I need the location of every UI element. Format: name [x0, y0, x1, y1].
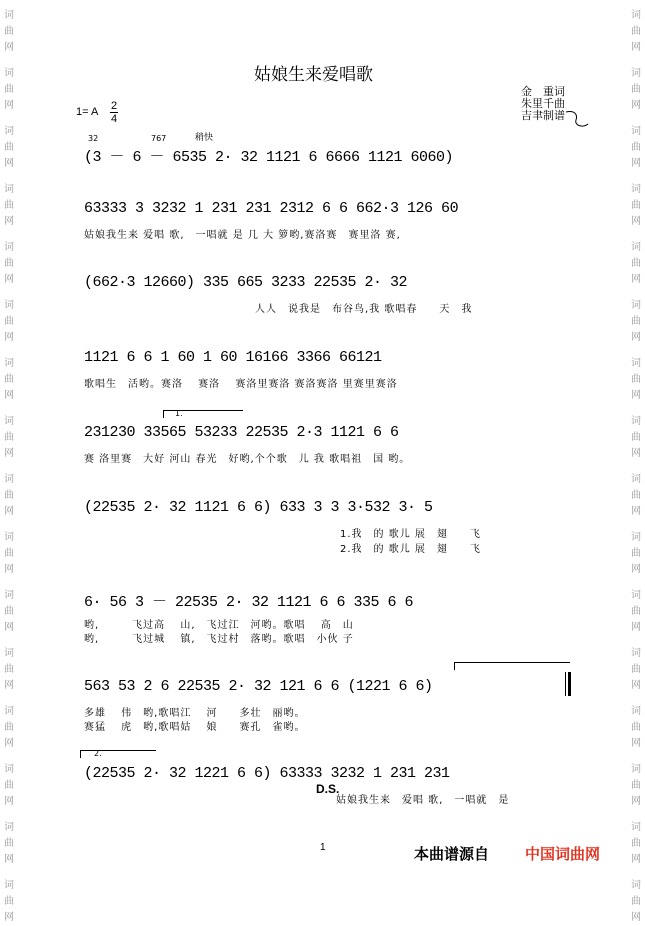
watermark-char: 词	[631, 358, 641, 369]
watermark-char: 词	[4, 532, 14, 543]
watermark-char: 网	[631, 42, 641, 53]
watermark-char: 词	[631, 880, 641, 891]
watermark-char: 曲	[631, 84, 641, 95]
credit-composer: 朱里千曲	[521, 97, 565, 110]
watermark-char: 网	[631, 680, 641, 691]
lyrics-line-2: 姑娘我生来 爱唱 歌, 一唱就 是 几 大 箩哟,赛洛赛 赛里洛 赛,	[84, 230, 401, 241]
volta-bracket-1-edge	[163, 410, 164, 418]
watermark-char: 网	[631, 158, 641, 169]
watermark-group	[629, 472, 643, 520]
score-line-6: (22535 2· 32 1121 6 6) 633 3 3 3·532 3· 5	[84, 499, 433, 516]
lyrics-line-6b: 2.我 的 歌儿 展 翅 飞	[340, 544, 481, 555]
watermark-char: 词	[4, 764, 14, 775]
watermark-char: 网	[631, 506, 641, 517]
repeat-volta-bracket	[454, 662, 570, 663]
watermark-group	[629, 124, 643, 172]
lyrics-line-7b: 哟, 飞过城 镇, 飞过村 落哟。歌唱 小伙 子	[84, 634, 354, 645]
watermark-char: 曲	[631, 432, 641, 443]
watermark-char: 曲	[631, 316, 641, 327]
watermark-group	[2, 414, 16, 462]
watermark-char: 曲	[4, 84, 14, 95]
grace-notes-a: 32	[88, 134, 99, 143]
watermark-char: 曲	[631, 896, 641, 907]
watermark-char: 网	[4, 912, 14, 923]
watermark-char: 词	[631, 126, 641, 137]
lyrics-line-8b: 赛猛 虎 哟,歌唱姑 娘 赛孔 雀哟。	[84, 722, 306, 733]
score-line-2: 63333 3 3232 1 231 231 2312 6 6 662·3 126 60	[84, 200, 459, 217]
watermark-char: 曲	[4, 374, 14, 385]
song-title: 姑娘生来爱唱歌	[254, 65, 373, 85]
watermark-char: 网	[631, 912, 641, 923]
watermark-char: 网	[4, 332, 14, 343]
watermark-group	[2, 240, 16, 288]
watermark-group	[2, 704, 16, 752]
watermark-char: 词	[4, 126, 14, 137]
watermark-char: 词	[4, 590, 14, 601]
watermark-group	[2, 8, 16, 56]
watermark-char: 网	[631, 332, 641, 343]
watermark-char: 曲	[4, 432, 14, 443]
watermark-char: 词	[631, 648, 641, 659]
watermark-group	[2, 588, 16, 636]
watermark-char: 词	[4, 648, 14, 659]
watermark-char: 网	[4, 738, 14, 749]
watermark-char: 曲	[631, 722, 641, 733]
watermark-char: 网	[4, 216, 14, 227]
lyrics-line-9: 姑娘我生来 爱唱 歌, 一唱就 是	[336, 795, 510, 806]
footer-source-label: 本曲谱源自	[414, 845, 490, 863]
watermark-group	[2, 646, 16, 694]
watermark-char: 曲	[4, 606, 14, 617]
watermark-char: 网	[4, 274, 14, 285]
watermark-char: 词	[4, 184, 14, 195]
watermark-char: 网	[4, 854, 14, 865]
watermark-char: 词	[631, 590, 641, 601]
watermark-group	[629, 530, 643, 578]
volta-bracket-2-edge	[80, 750, 81, 758]
watermark-group	[629, 8, 643, 56]
watermark-group	[629, 762, 643, 810]
watermark-char: 网	[4, 100, 14, 111]
watermark-group	[629, 356, 643, 404]
ds-mark: D.S.	[316, 782, 340, 796]
watermark-char: 词	[631, 10, 641, 21]
score-line-9: (22535 2· 32 1221 6 6) 63333 3232 1 231 231	[84, 765, 450, 782]
watermark-char: 词	[4, 242, 14, 253]
grace-notes-b: 767	[151, 134, 167, 143]
watermark-char: 曲	[4, 548, 14, 559]
watermark-group	[2, 472, 16, 520]
watermark-char: 曲	[631, 258, 641, 269]
watermark-group	[2, 762, 16, 810]
time-signature-bottom: 4	[111, 113, 118, 125]
watermark-char: 词	[631, 474, 641, 485]
watermark-char: 网	[631, 796, 641, 807]
watermark-char: 网	[631, 274, 641, 285]
watermark-group	[629, 414, 643, 462]
volta-2-label: 2.	[94, 749, 102, 758]
watermark-char: 曲	[4, 780, 14, 791]
watermark-char: 词	[4, 822, 14, 833]
watermark-char: 词	[631, 822, 641, 833]
ornament-icon	[564, 108, 590, 130]
watermark-char: 词	[4, 416, 14, 427]
lyrics-line-3: 人人 说我是 布谷鸟,我 歌唱春 天 我	[255, 304, 473, 315]
watermark-group	[2, 66, 16, 114]
footer-site-link[interactable]: 中国词曲网	[525, 845, 601, 863]
page-number: 1	[320, 842, 326, 853]
repeat-volta-edge	[454, 662, 455, 670]
watermark-char: 曲	[4, 200, 14, 211]
watermark-char: 曲	[4, 664, 14, 675]
watermark-char: 词	[631, 242, 641, 253]
watermark-char: 曲	[4, 490, 14, 501]
watermark-char: 曲	[631, 490, 641, 501]
watermark-char: 曲	[631, 780, 641, 791]
watermark-char: 网	[4, 622, 14, 633]
watermark-char: 网	[631, 738, 641, 749]
score-line-8: 563 53 2 6 22535 2· 32 121 6 6 (1221 6 6)	[84, 678, 433, 695]
watermark-char: 词	[4, 358, 14, 369]
watermark-char: 曲	[4, 722, 14, 733]
watermark-char: 网	[4, 680, 14, 691]
volta-1-label: 1.	[175, 409, 183, 418]
watermark-char: 曲	[631, 664, 641, 675]
watermark-char: 曲	[4, 142, 14, 153]
watermark-char: 曲	[631, 838, 641, 849]
watermark-group	[629, 704, 643, 752]
watermark-char: 网	[4, 564, 14, 575]
watermark-char: 曲	[631, 142, 641, 153]
watermark-char: 网	[631, 622, 641, 633]
lyrics-line-6a: 1.我 的 歌儿 展 翅 飞	[340, 529, 481, 540]
lyrics-line-8a: 多雄 伟 哟,歌唱江 河 多壮 丽哟。	[84, 708, 306, 719]
volta-bracket-2	[80, 750, 156, 751]
watermark-group	[2, 820, 16, 868]
watermark-group	[629, 66, 643, 114]
watermark-char: 词	[631, 416, 641, 427]
watermark-group	[629, 182, 643, 230]
watermark-char: 词	[631, 532, 641, 543]
watermark-char: 曲	[631, 200, 641, 211]
watermark-char: 曲	[4, 26, 14, 37]
watermark-char: 网	[4, 448, 14, 459]
watermark-group	[2, 298, 16, 346]
repeat-bar-thick	[568, 672, 571, 696]
watermark-char: 网	[631, 390, 641, 401]
watermark-char: 网	[631, 100, 641, 111]
watermark-group	[629, 298, 643, 346]
watermark-char: 词	[4, 706, 14, 717]
watermark-char: 词	[4, 880, 14, 891]
watermark-group	[629, 646, 643, 694]
credit-lyricist: 金 重词	[521, 85, 565, 98]
score-line-4: 1121 6 6 1 60 1 60 16166 3366 66121	[84, 349, 382, 366]
watermark-char: 词	[631, 706, 641, 717]
watermark-char: 曲	[631, 374, 641, 385]
watermark-char: 网	[4, 158, 14, 169]
watermark-char: 曲	[631, 606, 641, 617]
watermark-char: 网	[4, 506, 14, 517]
watermark-char: 曲	[4, 896, 14, 907]
watermark-char: 词	[4, 68, 14, 79]
watermark-char: 曲	[4, 316, 14, 327]
repeat-bar-thin	[565, 672, 566, 696]
lyrics-line-5: 赛 洛里赛 大好 河山 春光 好哟,个个歌 儿 我 歌唱祖 国 哟。	[84, 454, 411, 465]
watermark-char: 网	[4, 390, 14, 401]
score-line-5: 231230 33565 53233 22535 2·3 1121 6 6	[84, 424, 399, 441]
watermark-group	[2, 124, 16, 172]
watermark-group	[629, 588, 643, 636]
score-line-7: 6· 56 3 － 22535 2· 32 1121 6 6 335 6 6	[84, 594, 414, 611]
watermark-char: 词	[4, 474, 14, 485]
watermark-char: 词	[4, 10, 14, 21]
key-signature: 1= A	[76, 106, 99, 118]
watermark-char: 词	[631, 300, 641, 311]
watermark-group	[2, 356, 16, 404]
watermark-group	[2, 530, 16, 578]
watermark-char: 网	[4, 796, 14, 807]
watermark-char: 词	[631, 764, 641, 775]
score-line-1: (3 － 6 － 6535 2· 32 1121 6 6666 1121 6060)	[84, 149, 454, 166]
watermark-char: 曲	[631, 548, 641, 559]
watermark-char: 曲	[4, 258, 14, 269]
watermark-char: 曲	[4, 838, 14, 849]
watermark-char: 网	[631, 854, 641, 865]
watermark-group	[2, 182, 16, 230]
tempo-marking: 稍快	[195, 133, 214, 143]
watermark-char: 曲	[631, 26, 641, 37]
watermark-group	[629, 240, 643, 288]
watermark-char: 网	[631, 448, 641, 459]
watermark-char: 词	[4, 300, 14, 311]
score-line-3: (662·3 12660) 335 665 3233 22535 2· 32	[84, 274, 408, 291]
watermark-group	[2, 878, 16, 926]
watermark-char: 网	[4, 42, 14, 53]
time-signature-top: 2	[111, 100, 118, 112]
lyrics-line-7a: 哟, 飞过高 山, 飞过江 河哟。歌唱 高 山	[84, 620, 354, 631]
credit-transcriber: 吉聿制谱	[521, 109, 565, 122]
watermark-group	[629, 878, 643, 926]
watermark-group	[629, 820, 643, 868]
watermark-char: 词	[631, 68, 641, 79]
lyrics-line-4: 歌唱生 活哟。赛洛 赛洛 赛洛里赛洛 赛洛赛洛 里赛里赛洛	[84, 379, 398, 390]
watermark-char: 网	[631, 216, 641, 227]
watermark-char: 网	[631, 564, 641, 575]
watermark-char: 词	[631, 184, 641, 195]
